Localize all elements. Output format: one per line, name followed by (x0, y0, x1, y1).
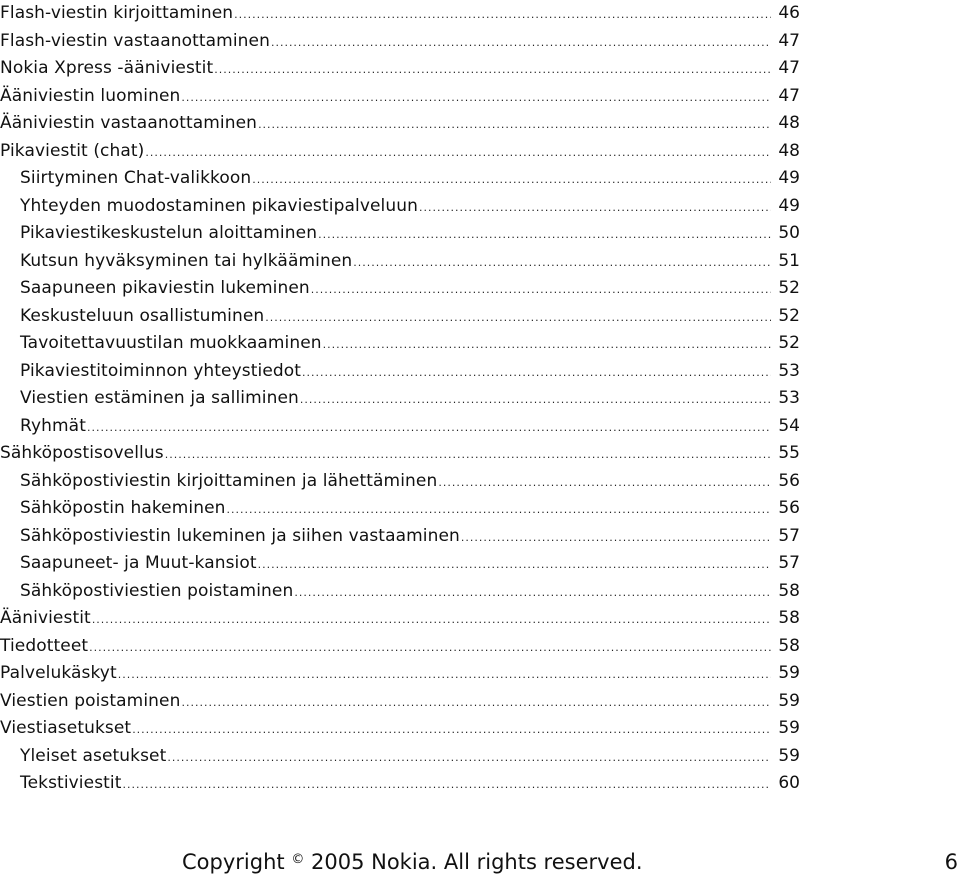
toc-dot-leader (87, 414, 771, 442)
toc-entry[interactable] (0, 220, 800, 248)
toc-dot-leader (234, 1, 771, 29)
toc-dot-leader (258, 551, 771, 579)
toc-entry-page: 59 (778, 690, 800, 711)
toc-dot-leader (419, 194, 771, 222)
toc-entry-title: Pikaviestit (chat) (0, 140, 145, 161)
toc-entry-title: Viestiasetukset (0, 718, 132, 738)
toc-dot-leader (167, 744, 771, 772)
toc-entry-title: Ryhmät (20, 415, 86, 436)
toc-entry-page: 50 (778, 223, 800, 243)
toc-dot-leader (145, 139, 771, 167)
toc-entry-page: 59 (778, 718, 800, 738)
toc-entry-title: Ääniviestit (0, 608, 91, 628)
toc-entry[interactable] (0, 633, 800, 661)
toc-entry-title: Flash-viestin vastaanottaminen (0, 30, 270, 51)
toc-entry-title: Yhteyden muodostaminen pikaviestipalveluun (20, 195, 418, 216)
toc-entry-page: 47 (778, 85, 800, 106)
copyright-symbol: © (291, 852, 305, 867)
toc-entry-title: Viestien poistaminen (0, 690, 181, 711)
toc-entry-title: Tavoitettavuustilan muokkaaminen (20, 333, 322, 353)
toc-dot-leader (89, 634, 771, 662)
toc-entry-page: 54 (778, 415, 800, 436)
toc-entry-page: 52 (778, 305, 800, 326)
toc-entry[interactable] (0, 83, 800, 111)
toc-dot-leader (252, 166, 771, 194)
toc-dot-leader (438, 469, 771, 497)
toc-entry[interactable] (0, 303, 800, 331)
toc-dot-leader (123, 771, 772, 799)
toc-entry[interactable] (0, 413, 800, 441)
toc-entry-page: 58 (778, 635, 800, 656)
toc-entry[interactable] (0, 688, 800, 716)
toc-dot-leader (92, 606, 771, 634)
toc-entry-title: Saapuneet- ja Muut-kansiot (20, 553, 257, 573)
toc-entry[interactable] (0, 770, 800, 798)
toc-entry-title: Yleiset asetukset (20, 745, 167, 766)
toc-entry[interactable] (0, 440, 800, 468)
toc-entry-title: Sähköpostiviestin kirjoittaminen ja lähettäminen (20, 470, 438, 491)
toc-entry-page: 59 (778, 745, 800, 766)
toc-entry[interactable] (0, 523, 800, 551)
toc-entry-page: 48 (778, 140, 800, 161)
toc-entry-page: 52 (778, 278, 800, 298)
toc-dot-leader (461, 524, 771, 552)
toc-entry-title: Palvelukäskyt (0, 663, 117, 683)
toc-entry-title: Pikaviestikeskustelun aloittaminen (20, 223, 318, 243)
toc-dot-leader (318, 221, 771, 249)
toc-entry[interactable] (0, 578, 800, 606)
copyright-notice (182, 846, 643, 878)
toc-dot-leader (181, 689, 771, 717)
toc-entry-page: 51 (778, 250, 800, 271)
toc-entry[interactable] (0, 248, 800, 276)
toc-entry-title: Ääniviestin vastaanottaminen (0, 113, 258, 133)
toc-dot-leader (165, 441, 771, 469)
toc-entry-page: 58 (778, 580, 800, 601)
toc-dot-leader (311, 276, 771, 304)
toc-entry[interactable] (0, 715, 800, 743)
toc-entry[interactable] (0, 330, 800, 358)
toc-dot-leader (353, 249, 771, 277)
toc-entry-title: Tiedotteet (0, 635, 89, 656)
toc-entry-page: 57 (778, 553, 800, 573)
toc-entry-page: 53 (778, 388, 800, 408)
toc-entry[interactable] (0, 28, 800, 56)
copyright-text: 2005 Nokia. All rights reserved. (311, 850, 643, 874)
toc-entry-page: 58 (778, 608, 800, 628)
toc-entry-title: Sähköpostisovellus (0, 443, 164, 463)
toc-entry-page: 59 (778, 663, 800, 683)
toc-entry[interactable] (0, 110, 800, 138)
toc-entry-page: 60 (778, 773, 800, 793)
toc-entry[interactable] (0, 385, 800, 413)
toc-entry[interactable] (0, 495, 800, 523)
toc-entry-title: Sähköpostiviestin lukeminen ja siihen vastaaminen (20, 525, 460, 546)
toc-entry[interactable] (0, 468, 800, 496)
toc-entry[interactable] (0, 193, 800, 221)
toc-entry-title: Saapuneen pikaviestin lukeminen (20, 278, 310, 298)
toc-entry-page: 53 (778, 360, 800, 381)
toc-entry-page: 52 (778, 333, 800, 353)
toc-entry-title: Viestien estäminen ja salliminen (20, 388, 299, 408)
toc-entry[interactable] (0, 550, 800, 578)
toc-dot-leader (271, 29, 771, 57)
toc-entry-title: Ääniviestin luominen (0, 85, 181, 106)
toc-entry[interactable] (0, 275, 800, 303)
toc-entry-page: 47 (778, 30, 800, 51)
toc-entry[interactable] (0, 138, 800, 166)
toc-entry-page: 48 (778, 113, 800, 133)
toc-entry-title: Kutsun hyväksyminen tai hylkääminen (20, 250, 353, 271)
copyright-prefix: Copyright (182, 850, 285, 874)
toc-entry-page: 49 (778, 195, 800, 216)
toc-entry-title: Keskusteluun osallistuminen (20, 305, 265, 326)
toc-dot-leader (294, 579, 771, 607)
toc-entry[interactable] (0, 55, 800, 83)
toc-dot-leader (181, 84, 771, 112)
toc-entry[interactable] (0, 605, 800, 633)
toc-entry-title: Pikaviestitoiminnon yhteystiedot (20, 360, 302, 381)
toc-entry-title: Tekstiviestit (20, 773, 122, 793)
toc-dot-leader (265, 304, 771, 332)
toc-entry-page: 57 (778, 525, 800, 546)
toc-entry-title: Siirtyminen Chat-valikkoon (20, 168, 252, 188)
toc-entry-page: 55 (778, 443, 800, 463)
toc-entry-page: 56 (778, 470, 800, 491)
toc-entry-title: Nokia Xpress -ääniviestit (0, 58, 214, 78)
toc-entry-page: 49 (778, 168, 800, 188)
toc-entry[interactable] (0, 660, 800, 688)
toc-entry[interactable] (0, 358, 800, 386)
toc-dot-leader (132, 716, 771, 744)
toc-dot-leader (323, 331, 771, 359)
toc-entry-title: Flash-viestin kirjoittaminen (0, 3, 234, 23)
toc-dot-leader (118, 661, 771, 689)
toc-entry-title: Sähköpostiviestien poistaminen (20, 580, 294, 601)
toc-entry[interactable] (0, 743, 800, 771)
toc-entry-page: 47 (778, 58, 800, 78)
toc-dot-leader (214, 56, 771, 84)
toc-entry[interactable] (0, 165, 800, 193)
toc-dot-leader (258, 111, 771, 139)
toc-entry-page: 56 (778, 498, 800, 518)
toc-entry-title: Sähköpostin hakeminen (20, 498, 226, 518)
page-number: 6 (944, 850, 958, 874)
toc-dot-leader (227, 496, 771, 524)
toc-dot-leader (302, 359, 771, 387)
toc-dot-leader (300, 386, 771, 414)
toc-entry[interactable] (0, 0, 800, 28)
toc-entry-page: 46 (778, 3, 800, 23)
